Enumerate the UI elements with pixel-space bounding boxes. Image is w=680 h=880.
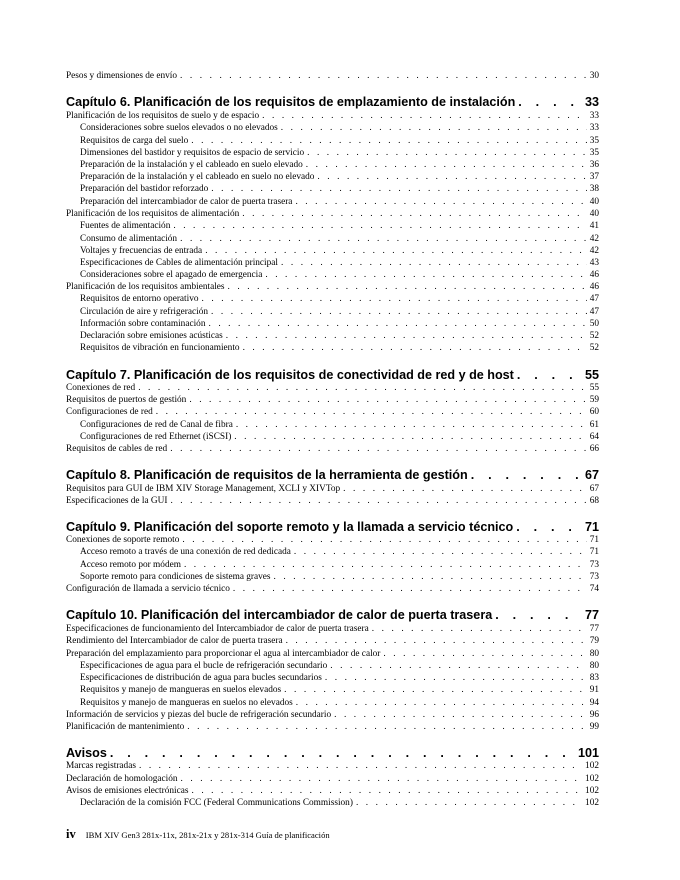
toc-entry-title: Soporte remoto para condiciones de sistema graves [80, 572, 271, 582]
toc-entry-title: Avisos [66, 746, 107, 760]
toc-page-number: 91 [589, 685, 599, 695]
toc-leader-dots [187, 721, 586, 733]
toc-leader-dots [173, 220, 586, 232]
toc-page-number: 80 [589, 661, 599, 671]
toc-entry[interactable] [80, 684, 599, 696]
toc-page-number: 30 [589, 71, 599, 81]
toc-page-number: 71 [589, 535, 599, 545]
toc-chapter-heading[interactable] [66, 467, 599, 483]
toc-entry-title: Especificaciones de funcionamiento del Intercambiador de calor de puerta trasera [66, 624, 369, 634]
toc-entry-title: Requisitos y manejo de mangueras en suelos no elevados [80, 698, 293, 708]
toc-entry[interactable] [66, 443, 599, 455]
toc-page-number: 77 [589, 624, 599, 634]
toc-entry-title: Planificación de mantenimiento [66, 722, 185, 732]
toc-page-number: 102 [585, 774, 599, 784]
toc-page-number: 83 [589, 673, 599, 683]
toc-entry[interactable] [66, 760, 599, 772]
toc-leader-dots [325, 672, 587, 684]
toc-entry-title: Especificaciones de agua para el bucle de refrigeración secundario [80, 661, 328, 671]
toc-leader-dots [226, 330, 587, 342]
toc-page-number: 67 [584, 468, 599, 482]
toc-entry-title: Conexiones de red [66, 383, 136, 393]
toc-leader-dots [242, 208, 586, 220]
document-title: IBM XIV Gen3 281x-11x, 281x-21x y 281x-314 Guía de planificación [85, 830, 330, 840]
toc-entry-title: Voltajes y frecuencias de entrada [80, 246, 203, 256]
toc-entry[interactable] [66, 406, 599, 418]
toc-leader-dots [191, 785, 582, 797]
toc-entry[interactable] [80, 660, 599, 672]
toc-page-number: 35 [589, 148, 599, 158]
toc-leader-dots [233, 583, 587, 595]
toc-entry[interactable] [66, 70, 599, 82]
toc-page-number: 80 [589, 649, 599, 659]
toc-entry[interactable] [80, 697, 599, 709]
toc-page-number: 67 [589, 484, 599, 494]
toc-leader-dots [317, 171, 586, 183]
toc-page-number: 33 [589, 111, 599, 121]
toc-page-number: 96 [589, 710, 599, 720]
toc-entry-title: Planificación de los requisitos de alimentación [66, 209, 240, 219]
toc-entry-title: Preparación de la instalación y el cableado en suelo no elevado [80, 172, 315, 182]
toc-leader-dots [211, 183, 586, 195]
toc-entry[interactable] [80, 196, 599, 208]
toc-entry[interactable] [66, 785, 599, 797]
toc-entry[interactable] [80, 220, 599, 232]
toc-entry-title: Preparación de la instalación y el cableado en suelo elevado [80, 160, 303, 170]
toc-entry-title: Pesos y dimensiones de envío [66, 71, 178, 81]
toc-entry-title: Requisitos de carga del suelo [80, 136, 189, 146]
toc-page-number: 68 [589, 496, 599, 506]
toc-leader-dots [383, 648, 586, 660]
toc-page-number: 42 [589, 234, 599, 244]
toc-entry[interactable] [80, 233, 599, 245]
toc-page-number: 74 [589, 584, 599, 594]
toc-leader-dots [243, 342, 587, 354]
toc-leader-dots [334, 709, 587, 721]
toc-entry-title: Declaración de la comisión FCC (Federal Communications Commission) [80, 798, 353, 808]
toc-leader-dots [356, 797, 582, 809]
toc-leader-dots [211, 306, 587, 318]
toc-entry-title: Requisitos de cables de red [66, 444, 168, 454]
toc-entry-title: Requisitos y manejo de mangueras en suelos elevados [80, 685, 282, 695]
toc-chapter-heading[interactable] [66, 367, 599, 383]
toc-page-number: 99 [589, 722, 599, 732]
toc-page-number: 36 [589, 160, 599, 170]
toc-chapter-heading[interactable] [66, 519, 599, 535]
toc-entry-title: Circulación de aire y refrigeración [80, 307, 209, 317]
toc-page-number: 52 [589, 343, 599, 353]
toc-page-number: 47 [589, 294, 599, 304]
toc-page-number: 101 [577, 746, 599, 760]
toc-leader-dots [234, 431, 586, 443]
toc-entry-title: Consideraciones sobre el apagado de emergencia [80, 270, 263, 280]
toc-leader-dots [139, 760, 582, 772]
toc-entry[interactable] [66, 583, 599, 595]
toc-leader-dots [181, 773, 583, 785]
toc-leader-dots [286, 635, 587, 647]
toc-leader-dots [343, 483, 587, 495]
toc-entry[interactable] [66, 382, 599, 394]
toc-chapter-heading[interactable] [66, 607, 599, 623]
toc-page-number: 33 [584, 95, 599, 109]
toc-leader-dots [208, 318, 586, 330]
toc-page-number: 55 [584, 368, 599, 382]
toc-page-number: 102 [585, 786, 599, 796]
toc-entry[interactable] [80, 431, 599, 443]
toc-page-number: 37 [589, 172, 599, 182]
toc-entry[interactable] [80, 419, 599, 431]
toc-entry-title: Requisitos de puertos de gestión [66, 395, 187, 405]
toc-leader-dots [330, 660, 586, 672]
toc-leader-dots [307, 147, 587, 159]
toc-leader-dots [180, 233, 587, 245]
toc-entry[interactable] [66, 110, 599, 122]
toc-entry-title: Información sobre contaminación [80, 319, 206, 329]
toc-entry[interactable] [80, 183, 599, 195]
toc-entry-title: Rendimiento del Intercambiador de calor de puerta trasera [66, 636, 283, 646]
toc-page-number: 42 [589, 246, 599, 256]
toc-entry-title: Acceso remoto a través de una conexión de red dedicada [80, 547, 291, 557]
toc-leader-dots [274, 571, 587, 583]
toc-entry[interactable] [80, 293, 599, 305]
toc-leader-dots [191, 135, 586, 147]
toc-entry[interactable] [80, 571, 599, 583]
toc-leader-dots [236, 419, 587, 431]
toc-entry-title: Fuentes de alimentación [80, 221, 171, 231]
toc-entry-title: Requisitos de entorno operativo [80, 294, 199, 304]
toc-chapter-heading[interactable] [66, 745, 599, 761]
toc-page-number: 43 [589, 258, 599, 268]
toc-leader-dots [110, 745, 575, 761]
toc-entry-title: Acceso remoto por módem [80, 560, 181, 570]
toc-entry[interactable] [80, 797, 599, 809]
toc-page-number: 73 [589, 560, 599, 570]
toc-page-number: 33 [589, 123, 599, 133]
toc-page-number: 38 [589, 184, 599, 194]
toc-page-number: 71 [589, 547, 599, 557]
toc-entry[interactable] [80, 330, 599, 342]
toc-entry-title: Capítulo 6. Planificación de los requisitos de emplazamiento de instalación [66, 95, 516, 109]
toc-page-number: 73 [589, 572, 599, 582]
toc-leader-dots [281, 122, 587, 134]
toc-page-number: 79 [589, 636, 599, 646]
toc-entry[interactable] [66, 495, 599, 507]
page-footer [66, 827, 330, 842]
toc-entry[interactable] [66, 208, 599, 220]
toc-leader-dots [170, 443, 586, 455]
toc-entry[interactable] [80, 171, 599, 183]
toc-entry[interactable] [66, 709, 599, 721]
toc-entry-title: Preparación del intercambiador de calor de puerta trasera [80, 197, 293, 207]
toc-entry-title: Planificación de los requisitos de suelo y de espacio [66, 111, 260, 121]
toc-leader-dots [294, 546, 587, 558]
toc-page-number: 52 [589, 331, 599, 341]
toc-leader-dots [228, 281, 587, 293]
toc-leader-dots [495, 607, 582, 623]
toc-entry[interactable] [66, 483, 599, 495]
toc-entry[interactable] [80, 672, 599, 684]
toc-page-number: 94 [589, 698, 599, 708]
toc-entry-title: Avisos de emisiones electrónicas [66, 786, 189, 796]
toc-entry[interactable] [66, 635, 599, 647]
toc-entry[interactable] [80, 269, 599, 281]
toc-leader-dots [156, 406, 587, 418]
toc-leader-dots [296, 697, 587, 709]
toc-leader-dots [182, 534, 586, 546]
toc-entry-title: Capítulo 9. Planificación del soporte remoto y la llamada a servicio técnico [66, 520, 514, 534]
toc-entry[interactable] [80, 306, 599, 318]
toc-entry-title: Conexiones de soporte remoto [66, 535, 180, 545]
toc-entry-title: Declaración sobre emisiones acústicas [80, 331, 223, 341]
toc-leader-dots [189, 394, 586, 406]
toc-entry[interactable] [66, 773, 599, 785]
toc-page-number: 71 [584, 520, 599, 534]
toc-leader-dots [295, 196, 586, 208]
toc-entry[interactable] [80, 318, 599, 330]
toc-leader-dots [180, 70, 587, 82]
toc-page-number: 46 [589, 282, 599, 292]
toc-entry-title: Configuraciones de red [66, 407, 153, 417]
toc-entry[interactable] [66, 394, 599, 406]
toc-entry-title: Preparación del emplazamiento para proporcionar el agua al intercambiador de calor [66, 649, 381, 659]
toc-entry[interactable] [80, 135, 599, 147]
toc-entry-title: Marcas registradas [66, 761, 136, 771]
toc-entry[interactable] [80, 257, 599, 269]
toc-leader-dots [202, 293, 587, 305]
toc-page-number: 59 [589, 395, 599, 405]
toc-page-number: 40 [589, 197, 599, 207]
toc-page-number: 55 [589, 383, 599, 393]
toc-entry[interactable] [80, 159, 599, 171]
toc-entry-title: Dimensiones del bastidor y requisitos de espacio de servicio [80, 148, 305, 158]
toc-entry[interactable] [66, 534, 599, 546]
toc-page-number: 61 [589, 420, 599, 430]
toc-leader-dots [372, 623, 587, 635]
toc-page-number: 102 [585, 761, 599, 771]
toc-entry[interactable] [80, 245, 599, 257]
toc-page-number: 47 [589, 307, 599, 317]
toc-leader-dots [262, 110, 587, 122]
toc-entry-title: Requisitos de vibración en funcionamiento [80, 343, 240, 353]
toc-leader-dots [518, 94, 582, 110]
toc-page-number: 46 [589, 270, 599, 280]
toc-entry[interactable] [66, 281, 599, 293]
toc-entry[interactable] [80, 546, 599, 558]
toc-entry-title: Consideraciones sobre suelos elevados o no elevados [80, 123, 278, 133]
toc-leader-dots [471, 467, 582, 483]
toc-leader-dots [517, 367, 582, 383]
toc-page-number: 41 [589, 221, 599, 231]
toc-leader-dots [516, 519, 582, 535]
toc-leader-dots [170, 495, 586, 507]
toc-page-number: 66 [589, 444, 599, 454]
toc-entry-title: Especificaciones de Cables de alimentación principal [80, 258, 278, 268]
toc-page-number: 102 [585, 798, 599, 808]
toc-entry-title: Preparación del bastidor reforzado [80, 184, 209, 194]
toc-chapter-heading[interactable] [66, 94, 599, 110]
toc-entry[interactable] [66, 623, 599, 635]
toc-entry-title: Especificaciones de distribución de agua para bucles secundarios [80, 673, 322, 683]
toc-entry[interactable] [80, 342, 599, 354]
toc-leader-dots [284, 684, 587, 696]
toc-leader-dots [205, 245, 587, 257]
toc-entry-title: Información de servicios y piezas del bucle de refrigeración secundario [66, 710, 332, 720]
page-number: iv [66, 827, 76, 841]
toc-entry-title: Configuraciones de red de Canal de fibra [80, 420, 233, 430]
toc-entry-title: Especificaciones de la GUI [66, 496, 168, 506]
toc-entry[interactable] [80, 122, 599, 134]
toc-leader-dots [281, 257, 587, 269]
toc-entry[interactable] [66, 721, 599, 733]
toc-page-number: 64 [589, 432, 599, 442]
toc-page-number: 60 [589, 407, 599, 417]
toc-entry[interactable] [66, 648, 599, 660]
toc-page-number: 40 [589, 209, 599, 219]
toc-entry-title: Planificación de los requisitos ambientales [66, 282, 225, 292]
toc-entry-title: Capítulo 8. Planificación de requisitos de la herramienta de gestión [66, 468, 468, 482]
toc-leader-dots [184, 559, 587, 571]
toc-entry-title: Consumo de alimentación [80, 234, 178, 244]
toc-entry-title: Capítulo 7. Planificación de los requisitos de conectividad de red y de host [66, 368, 514, 382]
toc-entry-title: Configuraciones de red Ethernet (iSCSI) [80, 432, 232, 442]
toc-page-number: 77 [584, 608, 599, 622]
toc-entry-title: Configuración de llamada a servicio técnico [66, 584, 230, 594]
toc-leader-dots [138, 382, 587, 394]
toc-entry-title: Requisitos para GUI de IBM XIV Storage Management, XCLI y XIVTop [66, 484, 341, 494]
toc-page-number: 50 [589, 319, 599, 329]
toc-entry-title: Declaración de homologación [66, 774, 178, 784]
toc-entry[interactable] [80, 147, 599, 159]
toc-leader-dots [265, 269, 586, 281]
toc-leader-dots [306, 159, 587, 171]
toc-entry-title: Capítulo 10. Planificación del intercambiador de calor de puerta trasera [66, 608, 493, 622]
toc-entry[interactable] [80, 559, 599, 571]
toc-page-number: 35 [589, 136, 599, 146]
